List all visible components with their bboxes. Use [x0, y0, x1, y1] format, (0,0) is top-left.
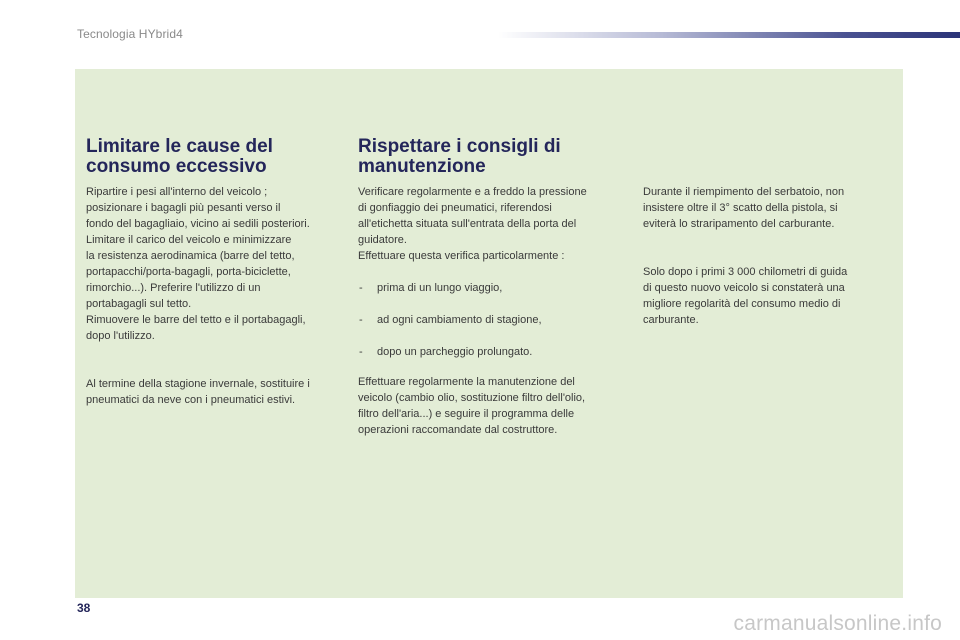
heading-limit-consumption: Limitare le cause del consumo eccessivo [86, 136, 273, 177]
list-item: - prima di un lungo viaggio, [358, 280, 542, 296]
header-gradient-bar [498, 32, 960, 38]
heading-maintenance-advice: Rispettare i consigli di manutenzione [358, 136, 561, 177]
paragraph-winter-tyres: Al termine della stagione invernale, sostituire i pneumatici da neve con i pneumatici estivi. [86, 378, 310, 406]
tyre-check-list [358, 264, 542, 376]
paragraph-refuelling: Durante il riempimento del serbatoio, non insistere oltre il 3° scatto della pistola, si eviterà lo straripamento del carburante. [643, 186, 845, 230]
watermark: carmanualsonline.info [733, 612, 942, 635]
list-item: - dopo un parcheggio prolungato. [358, 344, 542, 360]
paragraph-regular-maintenance: Effettuare regolarmente la manutenzione del veicolo (cambio olio, sostituzione filtro dell'olio, filtro dell'aria...) e seguire il programma delle operazioni raccomandate dal costruttore. [358, 376, 586, 436]
list-item: - ad ogni cambiamento di stagione, [358, 312, 542, 328]
page-number: 38 [77, 601, 91, 615]
paragraph-tyre-pressure: Verificare regolarmente e a freddo la pressione di gonfiaggio dei pneumatici, riferendosi all'etichetta situata sull'entrata della porta del guidatore. Effettuare questa verifica particolarmente : [358, 186, 587, 262]
section-title: Tecnologia HYbrid4 [77, 27, 183, 41]
paragraph-weight-and-drag: Ripartire i pesi all'interno del veicolo ; posizionare i bagagli più pesanti verso il fondo del bagagliaio, vicino ai sedili posteriori. Limitare il carico del veicolo e minimizzare la resistenza aerodinamica (barre del tetto, portapacchi/porta-bagagli, porta-biciclette, rimorchio...). Preferire l'utilizzo di un portabagagli sul tetto. Rimuovere le barre del tetto e il portabagagli, dopo l'utilizzo. [86, 186, 310, 342]
paragraph-break-in-consumption: Solo dopo i primi 3 000 chilometri di guida di questo nuovo veicolo si constaterà una migliore regolarità del consumo medio di carburante. [643, 266, 848, 326]
